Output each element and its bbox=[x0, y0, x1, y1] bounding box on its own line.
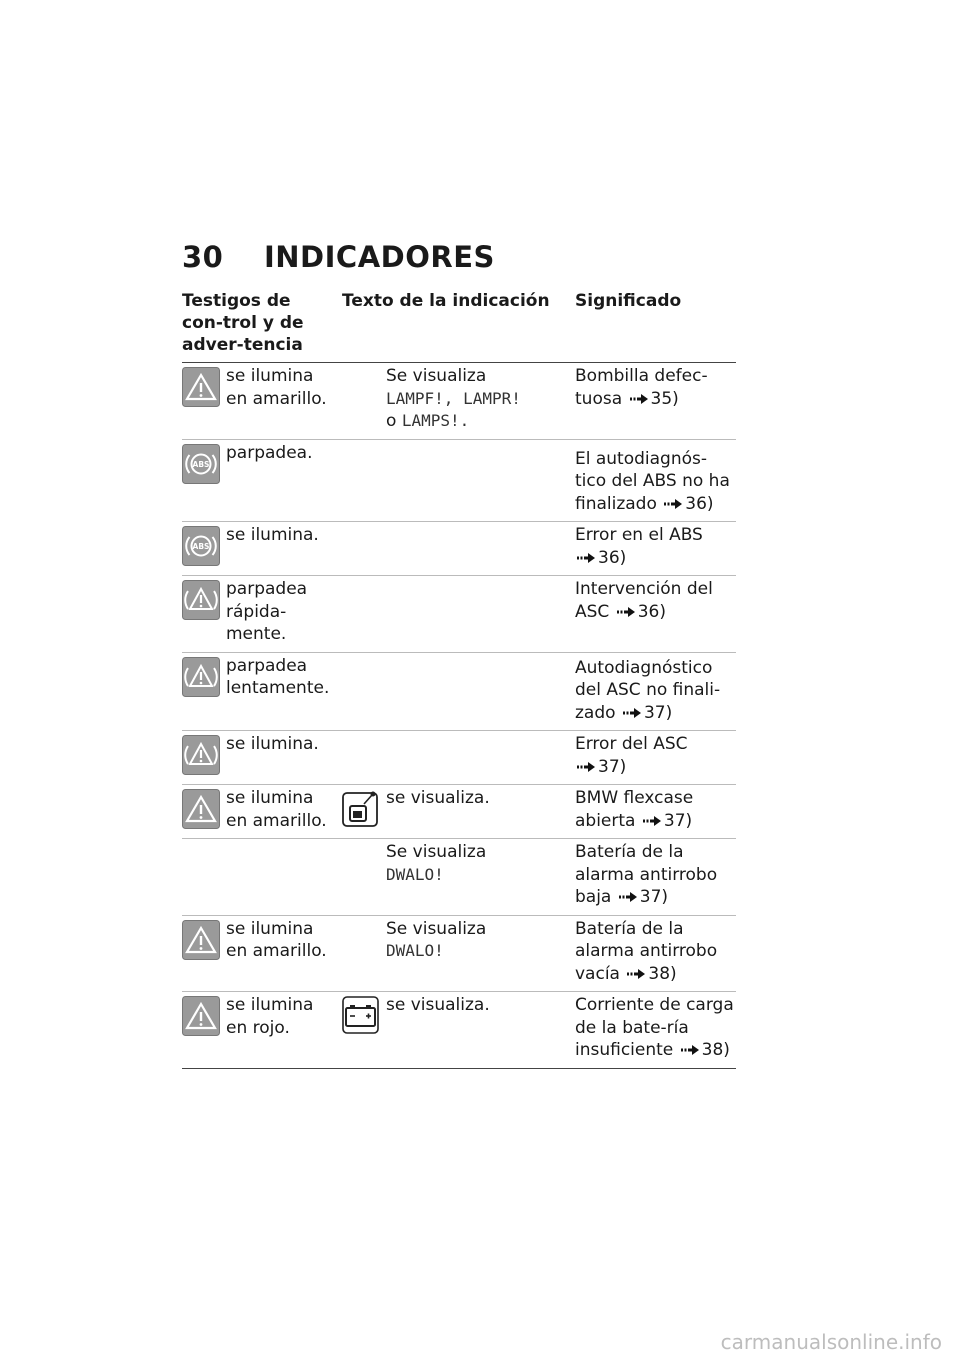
warning-triangle-icon bbox=[182, 920, 220, 960]
telltale-state: se ilumina en amarillo. bbox=[226, 366, 327, 409]
telltale-state: parpadea lentamente. bbox=[226, 655, 330, 698]
table-row bbox=[182, 653, 736, 732]
header-display-text: Texto de la indicación bbox=[342, 291, 550, 311]
page-number: 30 bbox=[182, 240, 224, 274]
page-reference-arrow-icon bbox=[630, 394, 648, 404]
display-codes: LAMPS!. bbox=[401, 411, 470, 430]
asc-triangle-icon bbox=[182, 580, 220, 620]
page-reference-arrow-icon bbox=[577, 553, 595, 563]
warning-triangle-icon bbox=[182, 996, 220, 1036]
page-reference[interactable]: 38) bbox=[701, 1040, 730, 1060]
warning-triangle-icon bbox=[182, 367, 220, 407]
table-row bbox=[182, 785, 736, 839]
abs-icon bbox=[182, 526, 220, 566]
table-header bbox=[182, 290, 736, 363]
page-reference-arrow-icon bbox=[617, 607, 635, 617]
svg-text:ABS: ABS bbox=[192, 459, 210, 469]
telltale-state: parpadea rápida-mente. bbox=[226, 579, 308, 644]
page-reference[interactable]: 36) bbox=[637, 601, 666, 622]
page-reference[interactable]: 37) bbox=[663, 810, 693, 831]
page-reference[interactable]: 37) bbox=[643, 702, 673, 723]
meaning-text: Autodiagnóstico del ASC no finali-zado bbox=[575, 657, 721, 723]
warning-triangle-icon bbox=[182, 789, 220, 829]
meaning-text: Bombilla defec-tuosa bbox=[575, 366, 708, 409]
meaning-text: Intervención del ASC bbox=[575, 579, 713, 622]
telltale-state: parpadea. bbox=[226, 442, 313, 463]
meaning-text: Corriente de carga de la bate-ría insuficiente bbox=[575, 995, 734, 1060]
page-reference[interactable]: 35) bbox=[650, 388, 679, 409]
watermark: carmanualsonline.info bbox=[720, 1330, 942, 1354]
page-reference[interactable]: 37) bbox=[639, 887, 669, 907]
page-reference[interactable]: 36) bbox=[685, 493, 714, 514]
page-reference-arrow-icon bbox=[627, 969, 645, 979]
telltale-state: se ilumina en amarillo. bbox=[226, 918, 327, 961]
page-reference[interactable]: 38) bbox=[648, 963, 677, 984]
display-text: se visualiza. bbox=[386, 995, 490, 1015]
display-text: Se visualiza bbox=[386, 366, 487, 386]
meaning-text: Error del ASC bbox=[575, 734, 688, 754]
meaning-text: El autodiagnós-tico del ABS no ha finalizado bbox=[575, 448, 730, 514]
flexcase-icon bbox=[342, 789, 380, 827]
table-row bbox=[182, 731, 736, 785]
table-row bbox=[182, 992, 736, 1069]
meaning-text: Batería de la alarma antirrobo baja bbox=[575, 842, 718, 907]
page-header bbox=[182, 240, 495, 274]
abs-icon bbox=[182, 444, 220, 484]
display-codes: LAMPF!, LAMPR! bbox=[386, 388, 521, 408]
meaning-text: Error en el ABS bbox=[575, 525, 703, 545]
display-codes: DWALO! bbox=[386, 941, 444, 960]
page-reference-arrow-icon bbox=[681, 1045, 699, 1055]
table-row bbox=[182, 363, 736, 440]
page-reference-arrow-icon bbox=[577, 762, 595, 772]
page-reference-arrow-icon bbox=[623, 708, 641, 718]
table-row bbox=[182, 522, 736, 576]
display-codes: DWALO! bbox=[386, 864, 444, 884]
asc-triangle-icon bbox=[182, 735, 220, 775]
table-row bbox=[182, 839, 736, 916]
telltale-state: se ilumina en amarillo. bbox=[226, 788, 327, 831]
display-text: se visualiza. bbox=[386, 788, 490, 808]
battery-icon bbox=[342, 996, 380, 1034]
page-reference-arrow-icon bbox=[664, 499, 682, 509]
page-reference[interactable]: 37) bbox=[598, 756, 627, 777]
display-codes-prefix: o bbox=[386, 411, 397, 431]
table-row bbox=[182, 916, 736, 993]
page-reference-arrow-icon bbox=[643, 816, 661, 826]
page-reference-arrow-icon bbox=[619, 892, 637, 902]
table-row bbox=[182, 576, 736, 653]
meaning-text: BMW flexcase abierta bbox=[575, 788, 694, 831]
header-telltale: Testigos de con-trol y de adver-tencia bbox=[182, 291, 304, 355]
telltale-state: se ilumina. bbox=[226, 734, 319, 754]
table-row bbox=[182, 440, 736, 523]
asc-triangle-icon bbox=[182, 657, 220, 697]
meaning-text: Batería de la alarma antirrobo vacía bbox=[575, 918, 718, 984]
display-text: Se visualiza bbox=[386, 842, 487, 862]
page-title: INDICADORES bbox=[264, 240, 495, 274]
telltale-state: se ilumina. bbox=[226, 525, 319, 545]
indicator-table bbox=[182, 290, 736, 1069]
telltale-state: se ilumina en rojo. bbox=[226, 995, 314, 1038]
display-text: Se visualiza bbox=[386, 918, 487, 939]
header-meaning: Significado bbox=[575, 291, 682, 311]
svg-text:ABS: ABS bbox=[192, 542, 210, 551]
page-reference[interactable]: 36) bbox=[598, 547, 627, 568]
